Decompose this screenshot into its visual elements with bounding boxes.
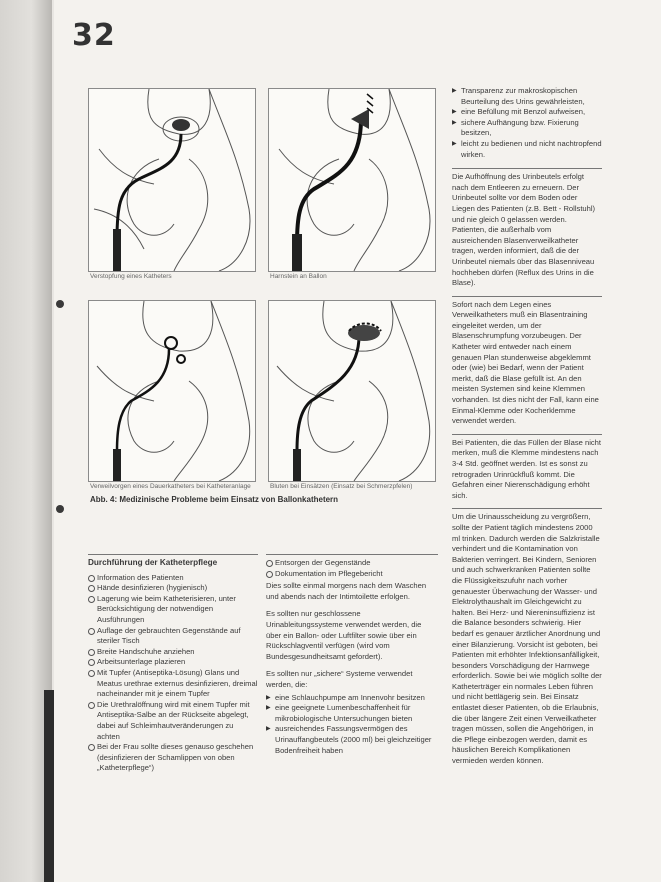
figure-panel-3 — [88, 300, 256, 482]
binder-hole — [56, 300, 64, 308]
bullet-item: ▶ ausreichendes Fassungsvermögen des Urinauffangbeutels (2000 ml) bei gleichzeitiger Bodenfreiheit haben — [266, 724, 438, 756]
page-number: 32 — [72, 18, 116, 53]
list-item: Entsorgen der Gegenstände — [266, 558, 438, 569]
middle-column — [266, 554, 438, 756]
list-item: Breite Handschuhe anziehen — [88, 647, 258, 658]
paragraph: Es sollten nur „sichere“ Systeme verwendet werden, die: — [266, 669, 413, 689]
bullet-item: ▶ eine geeignete Lumenbeschaffenheit für mikrobiologische Untersuchungen bieten — [266, 703, 438, 724]
panel-2-label: Harnstein an Ballon — [270, 273, 327, 280]
list-item: Lagerung wie beim Katheterisieren, unter Berücksichtigung der notwendigen Ausführungen — [88, 594, 258, 626]
figure-caption: Abb. 4: Medizinische Probleme beim Einsatz von Ballonkathetern — [90, 495, 339, 504]
figure-panel-4 — [268, 300, 436, 482]
list-item: Hände desinfizieren (hygienisch) — [88, 583, 258, 594]
bullet-item: ▶ eine Schlauchpumpe am Innenvohr besitzen — [266, 693, 438, 704]
list-item: Die Urethralöffnung wird mit einem Tupfer mit Antiseptika-Salbe an der Rückseite abgelegt, dabei auf Schleimhautveränderungen zu achten — [88, 700, 258, 742]
anatomy-illustration-3 — [89, 301, 255, 481]
right-column — [452, 86, 602, 774]
bullet-item: ▶ sichere Aufhängung bzw. Fixierung besitzen, — [452, 118, 602, 139]
figure-panel-1 — [88, 88, 256, 272]
list-item: Arbeitsunterlage plazieren — [88, 657, 258, 668]
panel-4-label: Bluten bei Einsätzen (Einsatz bei Schmerzpfelen) — [270, 483, 413, 490]
paragraph: Sofort nach dem Legen eines Verweilkatheters muß ein Blasentraining eingeleitet werden, um der Blasenschrumpfung vorzubeugen. Der Katheter wird entweder nach einem genauen Plan stundenweise abgeklemmt oder (wie) bei Bedarf, wenn der Patient merkt, daß die Blase gefüllt ist. An den meisten Systemen sind keine Klemmen vorhanden. Ist dies nicht der Fall, kann eine Einmal-Klemme oder Kocherklemme verwendet werden. — [452, 296, 602, 427]
bullet-item: ▶ Transparenz zur makroskopischen Beurteilung des Urins gewährleisten, — [452, 86, 602, 107]
anatomy-illustration-2 — [269, 89, 435, 271]
left-column — [88, 554, 258, 774]
paragraph: Es sollten nur geschlossene Urinableitungssysteme verwendet werden, die über ein Ballon- oder Luftfilter sowie über ein Rückschlagventil verfügen (wird vom Bundesgesundheitsamt gefordert). — [266, 609, 422, 661]
list-item: Information des Patienten — [88, 573, 258, 584]
bullet-item: ▶ eine Befüllung mit Benzol aufweisen, — [452, 107, 602, 118]
book-spine-shadow — [44, 690, 54, 882]
paragraph: Um die Urinausscheidung zu vergrößern, sollte der Patient täglich mindestens 2000 ml trinken. Dadurch werden die Salzkristalle verhindert und die Kontamination von Bakterien verringert. Bei Kindern, Senioren und auch schwerkranken Patienten sollte die Flüssigkeitszufuhr nach vorher genauester Überwachung der Wasser- und Elektrolythaushalt im Gleichgewicht zu halten. Bei Herz- und Niereninsuffizienz ist die Balance besonders schwierig. Hier bedarf es genauer ärztlicher Anordnung und einer Bilanzierung. Vorsicht ist geboten, bei Patienten mit erhöhter Infektionsanfälligkeit, besonders Vorschädigung der Harnwege erforderlich. Sowie bei wie möglich sollte der Katheterträger ein normales Leben führen und nicht bettlägerig sein. Bei Einsatz entlastet dieser Patienten, ob die Erlaubnis, die über längere Zeit einen Verweilkatheter tragen müssen, sollen die Angehörigen, in die Pflege einbezogen werden, damit es häuslichen Bereich Komplikationen vermieden werden können. — [452, 508, 602, 766]
list-item: Bei der Frau sollte dieses genauso geschehen (desinfizieren der Schamlippen von oben „Katheterpflege“) — [88, 742, 258, 774]
figure-panel-2 — [268, 88, 436, 272]
panel-1-label: Verstopfung eines Katheters — [90, 273, 172, 280]
anatomy-illustration-4 — [269, 301, 435, 481]
list-item: Dokumentation im Pflegebericht — [266, 569, 438, 580]
anatomy-illustration-1 — [89, 89, 255, 271]
list-item: Auflage der gebrauchten Gegenstände auf steriler Tisch — [88, 626, 258, 647]
panel-3-label: Verweilvorgen eines Dauerkatheters bei Katheteranlage — [90, 483, 251, 490]
paragraph: Dies sollte einmal morgens nach dem Waschen und abends nach der Intimtoilette erfolgen. — [266, 581, 427, 601]
list-item: Mit Tupfer (Antiseptika-Lösung) Glans und Meatus urethrae externus desinfizieren, dreimal nacheinander mit je einem Tupfer — [88, 668, 258, 700]
paragraph: Bei Patienten, die das Füllen der Blase nicht merken, muß die Klemme mindestens nach 3-4 Std. geöffnet werden. Ist es sonst zu retrograden Urinrückfluß kommt. Die Gefahren einer Nierenschädigung erhöht sich. — [452, 434, 602, 502]
binder-hole — [56, 505, 64, 513]
paragraph: Die Aufhöffnung des Urinbeutels erfolgt nach dem Entleeren zu erneuern. Der Urinbeutel sollte vor dem Boden oder Liegen des Patienten (z.B. Bett - Rollstuhl) und nie gleich 0 gelassen werden. Patienten, die außerhalb vom ausreichenden Blasenverweilkatheter tragen, werden informiert, daß die der Urinbeutel niemals über das Blasenniveau hochheben dürfen (Reflux des Urins in die Blase). — [452, 168, 602, 289]
bullet-item: ▶ leicht zu bedienen und nicht nachtropfend wirken. — [452, 139, 602, 160]
section-heading: Durchführung der Katheterpflege — [88, 558, 218, 567]
